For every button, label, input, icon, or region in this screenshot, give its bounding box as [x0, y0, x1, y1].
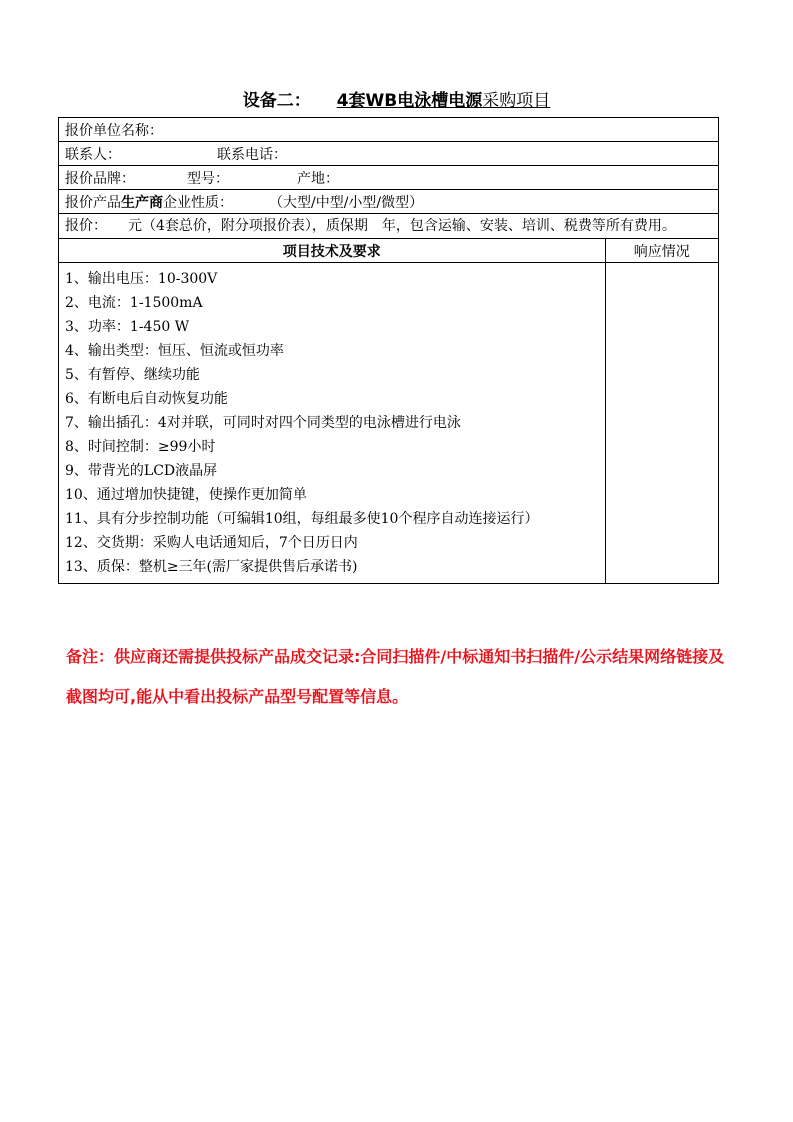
- unit-label: 报价单位名称：: [65, 122, 163, 139]
- contact-row[interactable]: [59, 142, 719, 166]
- brand-row[interactable]: [59, 166, 719, 190]
- price-row[interactable]: [59, 214, 719, 239]
- contact-label: 联系人：: [65, 146, 121, 163]
- requirements-header: 项目技术及要求: [59, 239, 606, 263]
- requirement-item: 12、交货期：采购人电话通知后，7个日历日内: [65, 535, 358, 551]
- title-suffix: 采购项目: [482, 91, 551, 111]
- requirement-item: 10、通过增加快捷键，使操作更加简单: [65, 487, 307, 503]
- page-title: [0, 86, 793, 111]
- phone-label: 联系电话：: [217, 146, 287, 163]
- response-cell[interactable]: [605, 263, 718, 584]
- requirement-item: 6、有断电后自动恢复功能: [65, 391, 228, 407]
- nature-label: 报价产品生产商企业性质：: [65, 194, 233, 211]
- requirement-item: 13、质保：整机≥三年(需厂家提供售后承诺书): [65, 559, 358, 575]
- price-text: 报价： 元（4套总价，附分项报价表），质保期 年，包含运输、安装、培训、税费等所有费用。: [65, 218, 676, 234]
- title-prefix: 设备二：: [242, 91, 311, 111]
- nature-options: （大型/中型/小型/微型）: [269, 194, 424, 211]
- remark-note: 备注：供应商还需提供投标产品成交记录:合同扫描件/中标通知书扫描件/公示结果网络链接及截图均可,能从中看出投标产品型号配置等信息。: [66, 647, 725, 706]
- procurement-table: [58, 117, 719, 584]
- requirement-item: 2、电流：1-1500mA: [65, 295, 203, 311]
- requirement-item: 11、具有分步控制功能（可编辑10组，每组最多使10个程序自动连接运行）: [65, 511, 539, 527]
- requirement-item: 5、有暂停、继续功能: [65, 367, 200, 383]
- requirement-item: 1、输出电压：10-300V: [65, 271, 218, 287]
- title-equipment: 4套WB电泳槽电源: [336, 91, 483, 111]
- requirement-item: 8、时间控制：≥99小时: [65, 439, 216, 455]
- requirements-list: [59, 263, 606, 584]
- nature-row[interactable]: [59, 190, 719, 214]
- brand-label: 报价品牌：: [65, 170, 135, 187]
- response-header: 响应情况: [605, 239, 718, 263]
- unit-row[interactable]: [59, 118, 719, 142]
- requirement-item: 7、输出插孔：4对并联，可同时对四个同类型的电泳槽进行电泳: [65, 415, 461, 431]
- requirement-item: 9、带背光的LCD液晶屏: [65, 463, 218, 479]
- model-label: 型号：: [187, 170, 229, 187]
- origin-label: 产地：: [297, 170, 339, 187]
- requirement-item: 4、输出类型：恒压、恒流或恒功率: [65, 343, 284, 359]
- requirement-item: 3、功率：1-450 W: [65, 319, 190, 335]
